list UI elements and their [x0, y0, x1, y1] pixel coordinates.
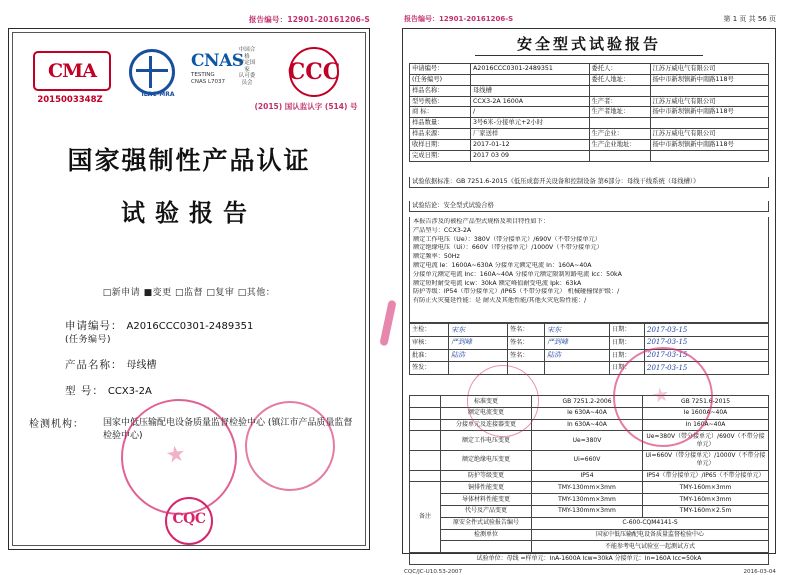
- spec-line-6: 额定短时耐受电流 Icw：30kA 额定峰值耐受电流 Ipk：63kA: [413, 279, 582, 287]
- report-info-table: [409, 63, 769, 162]
- info-label2-8: [589, 150, 650, 161]
- conclusion-value: 安全型式试验合格: [443, 202, 494, 209]
- change-row3-c1: 额定绝缘电压变更: [441, 450, 532, 470]
- accreditation-logo-row: [9, 47, 369, 109]
- table-row: [410, 336, 769, 349]
- ccc-approval-note: (2015) 国认监认字 (514) 号: [254, 102, 358, 111]
- info-value-5: 3号6米-分接单元+2小时: [471, 118, 590, 129]
- info-label-2: 样品名称：: [410, 85, 471, 96]
- table-row: [410, 150, 769, 161]
- standard-basis-label: 试验依据标准：: [412, 178, 457, 185]
- change-row2-c1: 额定工作电压变更: [441, 431, 532, 451]
- info-value2-4: 扬中市新坝镇新中南路118号: [650, 107, 769, 118]
- change-row2-c2: Ue=380V: [532, 431, 643, 451]
- change-col-blank: [410, 396, 441, 408]
- remark-row3-c1: C-600-CQM4141-S: [532, 517, 769, 529]
- ccc-mark-icon: [289, 47, 339, 97]
- info-label2-7: 生产企业地址：: [589, 140, 650, 151]
- testing-organization-label: 检测机构：: [29, 419, 84, 430]
- remark-row2-c1: TMY-130mm×3mm: [532, 505, 643, 517]
- remark-row1-c1: TMY-130mm×3mm: [532, 494, 643, 506]
- ccc-mark-label: CCC: [287, 59, 341, 85]
- info-value-6: 厂家送样: [471, 129, 590, 140]
- remark-row0-c0: 铜排性能变更: [441, 482, 532, 494]
- change-row0-c0: [410, 407, 441, 419]
- spec-line-8: 有防止火灾蔓延性能：是 耐火及其他性能/其他火灾危险性能：/: [413, 297, 587, 305]
- sig-signature-3: [545, 362, 610, 375]
- cma-logo-icon: [33, 51, 111, 91]
- info-label2-3: 生产者：: [589, 96, 650, 107]
- sig-signature-0: 宋东: [545, 324, 610, 337]
- table-row: [410, 324, 769, 337]
- info-value2-7: 扬中市新坝镇新中南路118号: [650, 140, 769, 151]
- remark-row1-c0: 导体材料性能变更: [441, 494, 532, 506]
- change-row3-c2: Ui=660V: [532, 450, 643, 470]
- change-row1-c1: 分接单元及连接器变更: [441, 419, 532, 431]
- cnas-logo-label: CNAS: [191, 51, 244, 71]
- info-value2-5: [650, 118, 769, 129]
- specification-block: [409, 217, 769, 323]
- info-value-3: CCX3-2A 1600A: [471, 96, 590, 107]
- table-row: [410, 482, 769, 494]
- right-main-title: 安全型式试验报告: [516, 35, 661, 53]
- field-application-no-value: A2016CCC0301-2489351: [126, 321, 254, 332]
- remark-row5-c0: [441, 541, 532, 553]
- spec-line-3: 额定频率：50Hz: [413, 253, 460, 261]
- left-field-block: [65, 321, 345, 413]
- info-value-1: [471, 74, 590, 85]
- change-row0-c2: Ie 630A~40A: [532, 407, 643, 419]
- spec-line-2: 额定绝缘电压（Ui）：660V（带分接单元）/1000V（不带分接单元）: [413, 244, 603, 252]
- change-row1-c0: [410, 419, 441, 431]
- change-row4-c1: 防护等级变更: [441, 470, 532, 482]
- field-product-name-value: 母线槽: [126, 359, 157, 371]
- left-certificate-cover: [8, 14, 376, 554]
- left-report-number: 报告编号：12901-20161206-S: [248, 15, 370, 24]
- remark-row0-c1: TMY-130mm×3mm: [532, 482, 643, 494]
- info-label-1: (任务编号): [410, 74, 471, 85]
- table-row: [410, 85, 769, 96]
- field-application-no-sub: (任务编号): [65, 334, 112, 345]
- sig-date-2: 2017-03-15: [645, 349, 769, 362]
- cnas-lab-code: TESTING CNAS L7037: [191, 72, 226, 85]
- spec-line-7: 防护等级：IP54（带分接单元）/IP65（不带分接单元） 机械碰撞保护级：/: [413, 288, 620, 296]
- remark-label: 备注: [410, 482, 441, 553]
- table-row: [410, 470, 769, 482]
- table-row: [410, 407, 769, 419]
- sig-date-0: 2017-03-15: [645, 324, 769, 337]
- conclusion-label: 试验结论：: [412, 202, 444, 209]
- ilac-ring-shape: [129, 49, 175, 95]
- sig-sign-label-2: 签名：: [508, 349, 545, 362]
- table-row: [410, 349, 769, 362]
- table-row: [410, 419, 769, 431]
- field-model: [65, 386, 345, 398]
- field-product-name-label: 产品名称：: [65, 358, 123, 371]
- standard-basis-value: GB 7251.6-2015《低压成套开关设备和控制设备 第6部分：母线干线系统（母线槽）》: [456, 178, 700, 185]
- red-ink-smudge: [379, 300, 396, 347]
- info-label2-4: 生产者地址：: [589, 107, 650, 118]
- info-value2-6: 江苏万威电气有限公司: [650, 129, 769, 140]
- sig-date-label-3: 日期：: [610, 362, 645, 375]
- right-report-number: 报告编号：12901-20161206-S: [404, 15, 514, 23]
- field-application-no-label: 申请编号：: [65, 320, 123, 332]
- change-row4-c3: IP54（带分接单元）/IP65（不带分接单元）: [643, 470, 769, 482]
- spec-line-5: 分接单元额定电流 Inc：160A~40A 分接单元额定限制短路电流 Icc：50kA: [413, 270, 622, 278]
- application-type-checkboxes[interactable]: □新申请 ■变更 □监督 □复审 □其他：: [102, 288, 276, 298]
- left-document-frame: [8, 28, 370, 550]
- change-row3-c3: Ui=660V（带分接单元）/1000V（不带分接单元）: [643, 450, 769, 470]
- info-value2-0: 江苏万威电气有限公司: [650, 64, 769, 75]
- sig-name-0: 宋东: [449, 324, 508, 337]
- remark-row4-c1: 国家中低压输配电设备质量监督检验中心: [532, 529, 769, 541]
- info-value-2: 母线槽: [471, 85, 590, 96]
- footer-date: 2016-03-04: [743, 569, 776, 575]
- info-value-8: 2017 03 09: [471, 150, 590, 161]
- info-value-4: /: [471, 107, 590, 118]
- table-row: [410, 541, 769, 553]
- info-label2-5: [589, 118, 650, 129]
- remark-row0-c2: TMY-160m×3mm: [643, 482, 769, 494]
- cqc-logo-icon: [165, 497, 213, 545]
- change-row1-c3: In 160A~40A: [643, 419, 769, 431]
- change-row3-c0: [410, 450, 441, 470]
- cnas-chinese-label: 中国合格 评定国家 认可委员会: [238, 47, 256, 86]
- spec-line-0: 产品型号：CCX3-2A: [413, 226, 472, 234]
- spec-line-4: 额定电流 Ie：1600A~630A 分接单元额定电流 In：160A~40A: [413, 261, 592, 269]
- table-row: [410, 129, 769, 140]
- sig-date-label-0: 日期：: [610, 324, 645, 337]
- change-bottom-note: 试验单位：母线 =样单元：InA-1600A Icw=30kA 分接单元：In=160A Icc=50kA: [410, 553, 769, 565]
- right-test-report-page: [400, 14, 778, 575]
- change-row2-c0: [410, 431, 441, 451]
- conclusion-row: [409, 201, 769, 212]
- remark-row3-c0: 原安全件式试验报告编号: [441, 517, 532, 529]
- title-underline: [475, 55, 703, 56]
- sig-sign-label-0: 签名：: [508, 324, 545, 337]
- ilac-mra-logo-icon: [129, 49, 183, 98]
- info-value-7: 2017-01-12: [471, 140, 590, 151]
- change-col-item: 标准变更: [441, 396, 532, 408]
- change-comparison-table: [409, 395, 769, 565]
- spec-line-1: 额定工作电压（Ue）：380V（带分接单元）/690V（不带分接单元）: [413, 235, 601, 243]
- table-row: [410, 140, 769, 151]
- table-row: [410, 96, 769, 107]
- remark-row1-c2: TMY-160m×3mm: [643, 494, 769, 506]
- sig-name-1: 严到峰: [449, 336, 508, 349]
- table-row: [410, 362, 769, 375]
- info-value2-1: 扬中市新坝镇新中南路118号: [650, 74, 769, 85]
- cma-logo-label: CMA: [48, 60, 96, 82]
- cma-certificate-code: 2015003348Z: [37, 95, 103, 105]
- info-label-0: 申请编号：: [410, 64, 471, 75]
- official-red-stamp-secondary: [241, 397, 340, 496]
- remark-row4-c0: 检测单位: [441, 529, 532, 541]
- testing-organization: [29, 417, 359, 443]
- cqc-logo: [9, 497, 369, 549]
- sig-sign-label-1: 签名：: [508, 336, 545, 349]
- sig-date-1: 2017-03-15: [645, 336, 769, 349]
- change-row2-c3: Ue=380V（带分接单元）/690V（不带分接单元）: [643, 431, 769, 451]
- table-row: [410, 396, 769, 408]
- table-row: [410, 64, 769, 75]
- official-red-stamp-primary: [113, 391, 244, 522]
- info-value2-8: [650, 150, 769, 161]
- cnas-logo-icon: [191, 47, 257, 93]
- info-label-4: 商 标：: [410, 107, 471, 118]
- info-label-3: 型号规格：: [410, 96, 471, 107]
- info-label2-6: 生产企业：: [589, 129, 650, 140]
- table-row: [410, 529, 769, 541]
- sig-date-label-1: 日期：: [610, 336, 645, 349]
- info-label2-1: 委托人地址：: [589, 74, 650, 85]
- sig-date-3: 2017-03-15: [645, 362, 769, 375]
- sig-role-0: 主检：: [410, 324, 449, 337]
- sig-name-2: 陆浩: [449, 349, 508, 362]
- sig-role-2: 批准：: [410, 349, 449, 362]
- info-label-6: 样品来源：: [410, 129, 471, 140]
- cqc-logo-label: CQC: [172, 511, 206, 527]
- sig-role-3: 签发：: [410, 362, 449, 375]
- testing-organization-value: 国家中低压输配电设备质量监督检验中心 (镇江市产品质量监督检验中心): [103, 418, 353, 442]
- sig-role-1: 审核：: [410, 336, 449, 349]
- sig-date-label-2: 日期：: [610, 349, 645, 362]
- info-value2-3: 江苏万威电气有限公司: [650, 96, 769, 107]
- field-product-name: [65, 360, 345, 372]
- table-row: [410, 517, 769, 529]
- standard-basis-row: [409, 177, 769, 188]
- info-value-0: A2016CCC0301-2489351: [471, 64, 590, 75]
- info-label-8: 完成日期：: [410, 150, 471, 161]
- remark-row5-c1: 不能参考电气试验室一起测试方式: [532, 541, 769, 553]
- change-row0-c3: Ie 1600A~40A: [643, 407, 769, 419]
- right-document-frame: [402, 28, 776, 562]
- spec-header: 本报告涉及的被检产品型式规格及项目特性如下：: [413, 218, 550, 225]
- sig-signature-2: 陆浩: [545, 349, 610, 362]
- signature-table: [409, 323, 769, 375]
- info-label-5: 样品数量：: [410, 118, 471, 129]
- info-label2-0: 委托人：: [589, 64, 650, 75]
- field-model-label: 型 号：: [65, 385, 104, 398]
- table-row: [410, 505, 769, 517]
- change-row4-c0: [410, 470, 441, 482]
- left-main-title: 国家强制性产品认证: [67, 146, 311, 175]
- remark-row2-c0: 代号及产品变更: [441, 505, 532, 517]
- table-row: [410, 107, 769, 118]
- field-application-no: [65, 321, 345, 345]
- info-label2-2: [589, 85, 650, 96]
- table-row: [410, 553, 769, 565]
- table-row: [410, 118, 769, 129]
- footer-form-code: CQC/JC-U10.53-2007: [404, 569, 463, 575]
- left-sub-title: 试验报告: [121, 198, 257, 227]
- change-row0-c1: 额定电流变更: [441, 407, 532, 419]
- change-col-new: GB 7251.6-2015: [643, 396, 769, 408]
- field-model-value: CCX3-2A: [107, 386, 152, 398]
- change-row1-c2: In 630A~40A: [532, 419, 643, 431]
- table-row: [410, 494, 769, 506]
- remark-row2-c2: TMY-160m×2.5m: [643, 505, 769, 517]
- right-page-number: 第 1 页 共 56 页: [723, 15, 776, 23]
- sig-signature-1: 严到峰: [545, 336, 610, 349]
- info-label-7: 收样日期：: [410, 140, 471, 151]
- table-row: [410, 74, 769, 85]
- ilac-logo-label: ILAC-MRA: [141, 91, 175, 98]
- table-row: [410, 450, 769, 470]
- info-value2-2: [650, 85, 769, 96]
- change-row4-c2: IP54: [532, 470, 643, 482]
- change-col-old: GB 7251.2-2006: [532, 396, 643, 408]
- right-page-header: [400, 14, 778, 26]
- table-row: [410, 431, 769, 451]
